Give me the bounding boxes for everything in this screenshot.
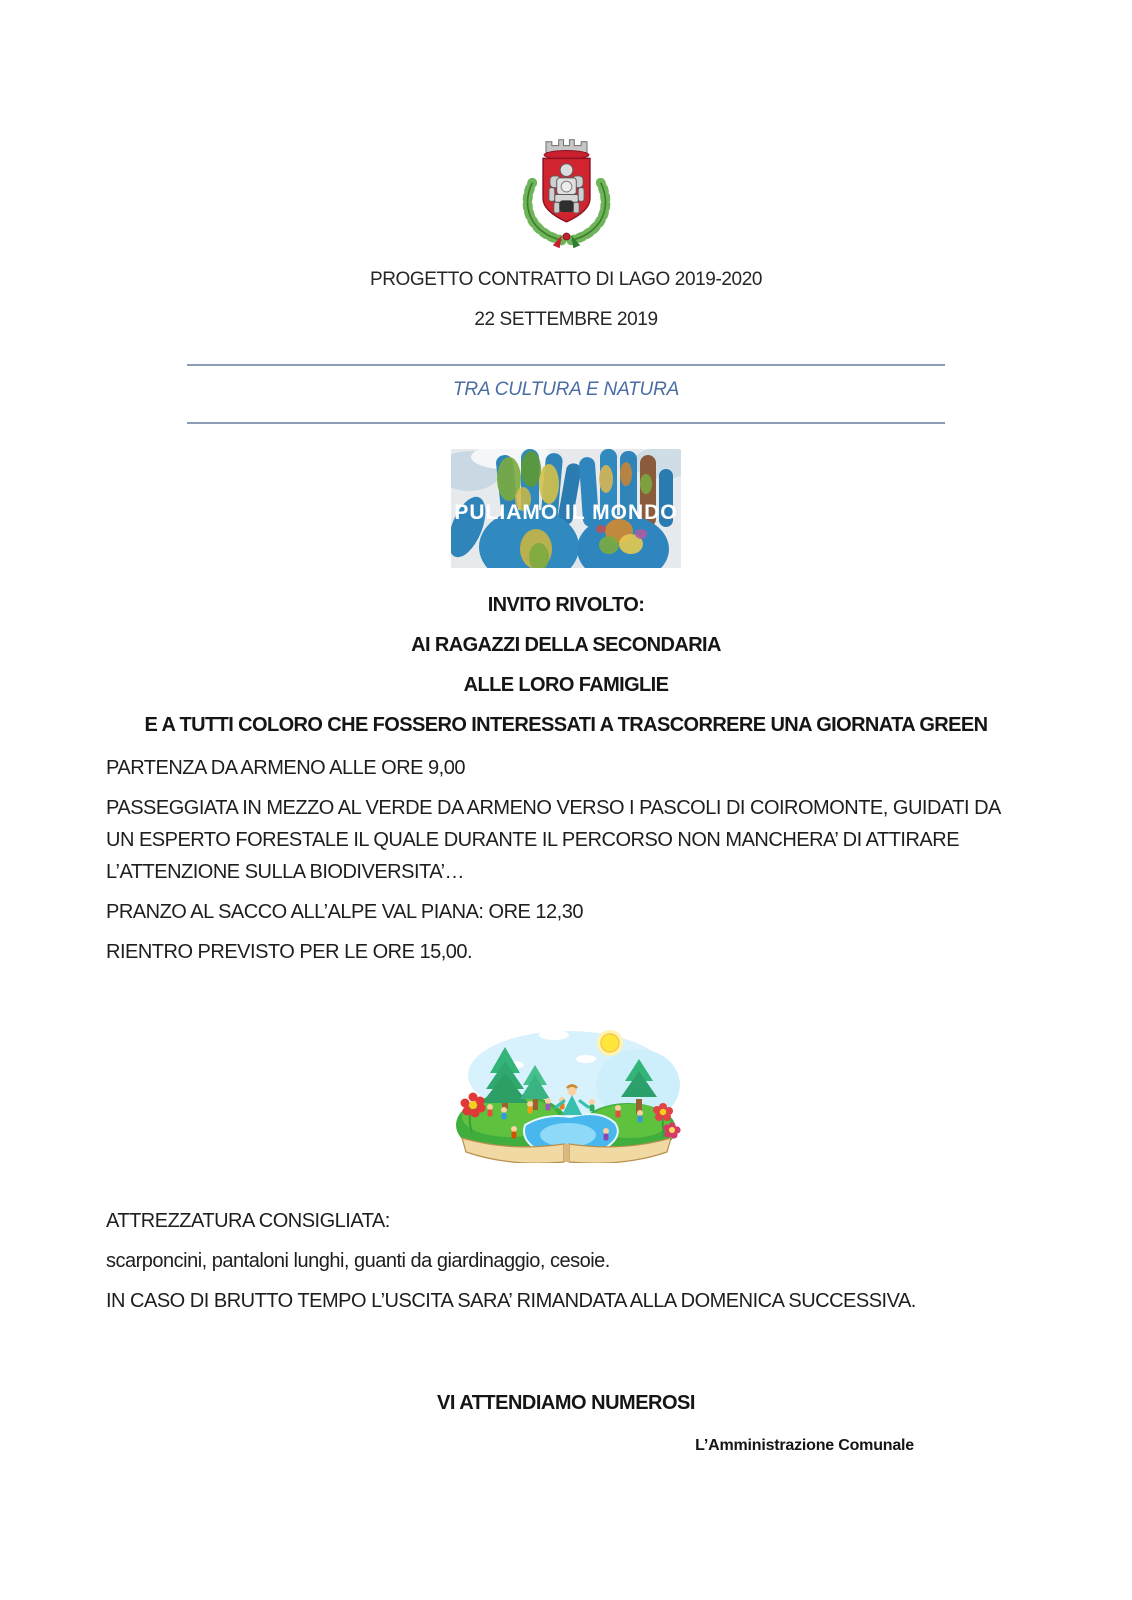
program-paragraph: PRANZO AL SACCO ALL’ALPE VAL PIANA: ORE 12,30 bbox=[106, 901, 583, 923]
program-paragraph: RIENTRO PREVISTO PER LE ORE 15,00. bbox=[106, 941, 473, 963]
program-paragraph: PASSEGGIATA IN MEZZO AL VERDE DA ARMENO VERSO I PASCOLI DI COIROMONTE, GUIDATI DA UN ESPERTO FORESTALE IL QUALE DURANTE IL PERCORSO NON MANCHERA’ DI ATTIRARE L’ATTENZIONE SULLA BIODIVERSITA’… bbox=[106, 797, 1000, 883]
weather-note: IN CASO DI BRUTTO TEMPO L’USCITA SARA’ RIMANDATA ALLA DOMENICA SUCCESSIVA. bbox=[106, 1290, 916, 1312]
document-date: 22 SETTEMBRE 2019 bbox=[474, 309, 658, 330]
invite-line: ALLE LORO FAMIGLIE bbox=[463, 674, 669, 696]
invite-line: AI RAGAZZI DELLA SECONDARIA bbox=[411, 634, 721, 656]
document-title: PROGETTO CONTRATTO DI LAGO 2019-2020 bbox=[369, 269, 763, 290]
invite-line: INVITO RIVOLTO: bbox=[487, 594, 645, 616]
puliamo-il-mondo-image bbox=[451, 449, 681, 568]
painted-hands-graphic bbox=[451, 449, 681, 568]
nature-scene-graphic bbox=[450, 1013, 683, 1163]
program-paragraph: PARTENZA DA ARMENO ALLE ORE 9,00 bbox=[106, 757, 465, 779]
equipment-heading: ATTREZZATURA CONSIGLIATA: bbox=[106, 1210, 390, 1232]
nature-book-illustration bbox=[450, 1013, 683, 1163]
closing-line: VI ATTENDIAMO NUMEROSI bbox=[437, 1392, 695, 1414]
municipal-coat-of-arms-icon bbox=[503, 130, 630, 257]
crest-graphic bbox=[503, 130, 630, 257]
equipment-items: scarponcini, pantaloni lunghi, guanti da giardinaggio, cesoie. bbox=[106, 1250, 610, 1272]
subtitle-text: TRA CULTURA E NATURA bbox=[452, 379, 680, 400]
signature-line: L’Amministrazione Comunale bbox=[695, 1437, 914, 1454]
hero-caption: PULIAMO IL MONDO bbox=[454, 501, 678, 524]
invite-line: E A TUTTI COLORO CHE FOSSERO INTERESSATI A TRASCORRERE UNA GIORNATA GREEN bbox=[144, 714, 988, 736]
divider-rule-top bbox=[187, 364, 945, 366]
divider-rule-bottom bbox=[187, 422, 945, 424]
